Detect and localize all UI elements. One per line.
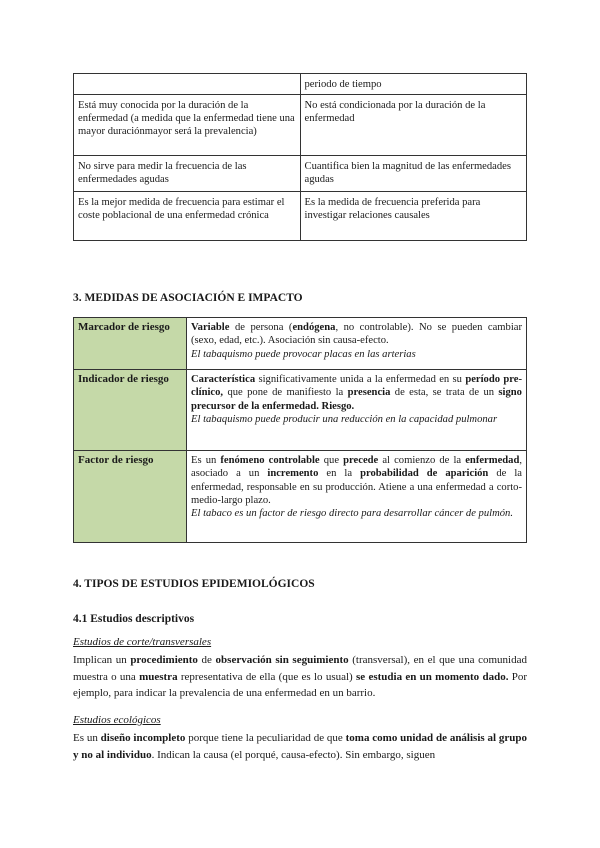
table-cell [74,74,301,95]
cross-sectional-heading: Estudios de corte/transversales [73,636,212,648]
table-cell: No está condicionada por la duración de la enfermedad [300,95,527,156]
table-row [74,370,527,451]
row-label-factor: Factor de riesgo [74,451,187,543]
row-description: Es un fenómeno controlable que precede al comienzo de la enfermedad, asociado a un incremento en la probabilidad de aparición de la enfermedad, responsable en su producción. Atiene a una enfermedad a corto-medio-largo plazo. El tabaco es un factor de riesgo directo para desarrollar cáncer de pulmón. [187,451,527,543]
association-measures-table [73,317,527,543]
table-row [74,192,527,241]
table-row [74,74,527,95]
section-3-heading: 3. MEDIDAS DE ASOCIACIÓN E IMPACTO [73,292,303,304]
table-row [74,156,527,192]
table-cell: Es la medida de frecuencia preferida para investigar relaciones causales [300,192,527,241]
example-text: El tabaquismo puede producir una reducción en la capacidad pulmonar [191,413,498,425]
table-cell: No sirve para medir la frecuencia de las enfermedades agudas [74,156,301,192]
table-cell: Es la mejor medida de frecuencia para estimar el coste poblacional de una enfermedad crónica [74,192,301,241]
ecological-paragraph: Es un diseño incompleto porque tiene la peculiaridad de que toma como unidad de análisis al grupo y no al individuo. Indican la causa (el porqué, causa-efecto). Sin embargo, siguen [73,732,527,761]
comparison-table [73,73,527,241]
table-cell: Está muy conocida por la duración de la enfermedad (a medida que la enfermedad tiene una mayor duraciónmayor será la prevalencia) [74,95,301,156]
table-cell: Cuantifica bien la magnitud de las enfermedades agudas [300,156,527,192]
row-description: Característica significativamente unida a la enfermedad en su período pre-clínico, que pone de manifiesto la presencia de esta, se trata de un signo precursor de la enfermedad. Riesgo. El tabaquismo puede producir una reducción en la capacidad pulmonar [187,370,527,451]
table-row [74,318,527,370]
ecological-heading: Estudios ecológicos [73,714,161,726]
cross-sectional-paragraph: Implican un procedimiento de observación sin seguimiento (transversal), en el que una comunidad muestra o una muestra representativa de ella (que es lo usual) se estudia en un momento dado. Por ejemplo, para indicar la prevalencia de una enfermedad en un barrio. [73,654,528,699]
subsection-4-1-heading: 4.1 Estudios descriptivos [73,613,195,625]
table-row [74,95,527,156]
section-4-heading: 4. TIPOS DE ESTUDIOS EPIDEMIOLÓGICOS [73,578,315,590]
table-cell: periodo de tiempo [300,74,527,95]
row-label-indicador: Indicador de riesgo [74,370,187,451]
table-row [74,451,527,543]
row-description: Variable de persona (endógena, no controlable). No se pueden cambiar (sexo, edad, etc.). Asociación sin causa-efecto. El tabaquismo puede provocar placas en las arterias [187,318,527,370]
row-label-marcador: Marcador de riesgo [74,318,187,370]
example-text: El tabaquismo puede provocar placas en las arterias [191,348,416,360]
example-text: El tabaco es un factor de riesgo directo para desarrollar cáncer de pulmón. [191,508,513,520]
